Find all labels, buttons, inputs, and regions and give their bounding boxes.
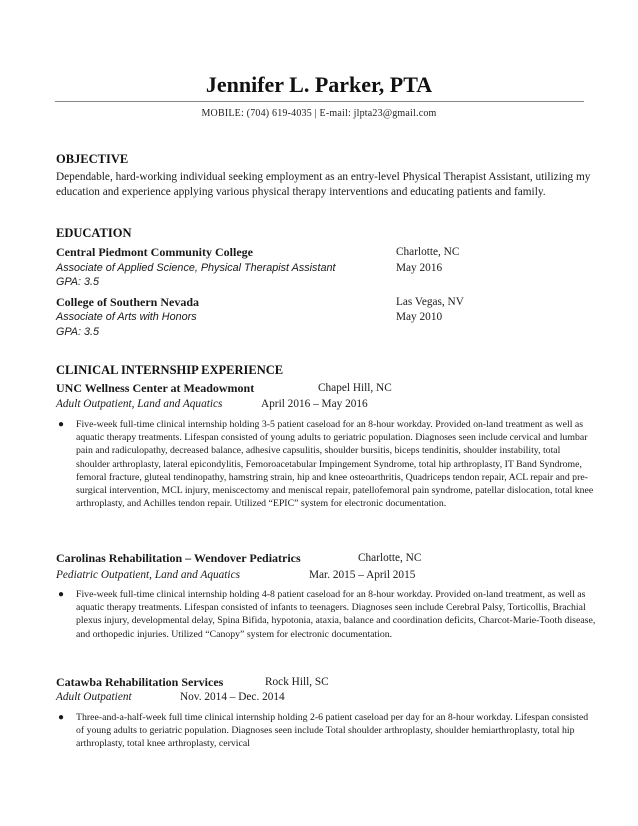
degree: Associate of Applied Science, Physical Therapist Assistant [56,262,336,274]
dates: Nov. 2014 – Dec. 2014 [180,691,285,703]
bullet-item [58,711,596,751]
dates: Mar. 2015 – April 2015 [309,569,416,581]
bullet-text: Five-week full-time clinical internship holding 4-8 patient caseload for an 8-hour workday. Provided on-land treatment, as well as aquatic therapy treatments. Lifespan consisted of infants to teenagers. Diagnoses seen include Cerebral Palsy, Torticollis, Brachial plexus injury, developmental delay, Spina Bifida, hypotonia, ataxia, balance and coordination deficits, Charcot-Marie-Tooth disease, and orthopedic injuries. Utilized “Canopy” system for electronic documentation. [76,589,596,640]
header-divider [55,101,584,102]
setting: Adult Outpatient [56,691,132,703]
gpa: GPA: 3.5 [56,276,100,288]
school-name: Central Piedmont Community College [56,245,253,259]
bullet-text: Five-week full-time clinical internship holding 3-5 patient caseload for an 8-hour workday. Provided on-land treatment as well as aquatic therapy treatments. Lifespan consisted of young adults to geriatric population. Diagnoses seen include cervical and lumbar pain and radiculopathy, decreased balance, adhesive capsulitis, shoulder bursitis, biceps tendinitis, shoulder instability, total shoulder arthroplasty, lateral epicondylitis, Femoroacetabular Impingement Syndrome, total hip arthroplasty, IT Band Syndrome, femoral fracture, gluteal tendinopathy, hamstring strain, hip and knee osteoarthritis, Quadriceps tendon repair, ACL repair and pre-surgical intervention, MCL injury, meniscectomy and meniscal repair, patellofemoral pain syndrome, patellar dislocation, total knee arthroplasty, and Achilles tendon repair. Utilized “EPIC” system for electronic documentation. [76,419,594,510]
graduation-date: May 2016 [396,262,443,274]
degree: Associate of Arts with Honors [56,311,197,323]
organization-location: Charlotte, NC [358,552,422,564]
experience-heading: CLINICAL INTERNSHIP EXPERIENCE [56,363,284,377]
setting: Pediatric Outpatient, Land and Aquatics [56,569,240,581]
school-location: Charlotte, NC [396,246,460,258]
bullet-text: Three-and-a-half-week full time clinical internship holding 2-6 patient caseload per day for an 8-hour workday. Lifespan consisted of young adults to geriatric population. Diagnoses seen include Total shoulder arthroplasty, shoulder hemiarthroplasty, total hip arthroplasty, total knee arthroplasty, cervical [76,712,589,750]
school-location: Las Vegas, NV [396,296,464,308]
objective-text: Dependable, hard-working individual seeking employment as an entry-level Physical Therapist Assistant, utilizing my education and experience applying various physical therapy interventions and educating patients and family. [56,171,591,198]
bullet-icon: ● [58,419,65,430]
gpa: GPA: 3.5 [56,326,100,338]
organization-location: Rock Hill, SC [265,676,329,688]
bullet-icon: ● [58,712,65,723]
setting: Adult Outpatient, Land and Aquatics [56,398,223,410]
school-name: College of Southern Nevada [56,295,199,309]
education-heading: EDUCATION [56,226,132,240]
graduation-date: May 2010 [396,311,443,323]
candidate-name: Jennifer L. Parker, PTA [205,72,433,97]
objective-heading: OBJECTIVE [56,152,129,166]
dates: April 2016 – May 2016 [261,398,368,410]
bullet-icon: ● [58,589,65,600]
bullet-item [58,418,596,510]
contact-line: MOBILE: (704) 619-4035 | E-mail: jlpta23@gmail.com [201,108,437,119]
organization-name: Catawba Rehabilitation Services [56,675,224,689]
organization-name: Carolinas Rehabilitation – Wendover Pediatrics [56,551,301,565]
organization-location: Chapel Hill, NC [318,382,392,394]
organization-name: UNC Wellness Center at Meadowmont [56,381,255,395]
bullet-item [58,588,596,641]
